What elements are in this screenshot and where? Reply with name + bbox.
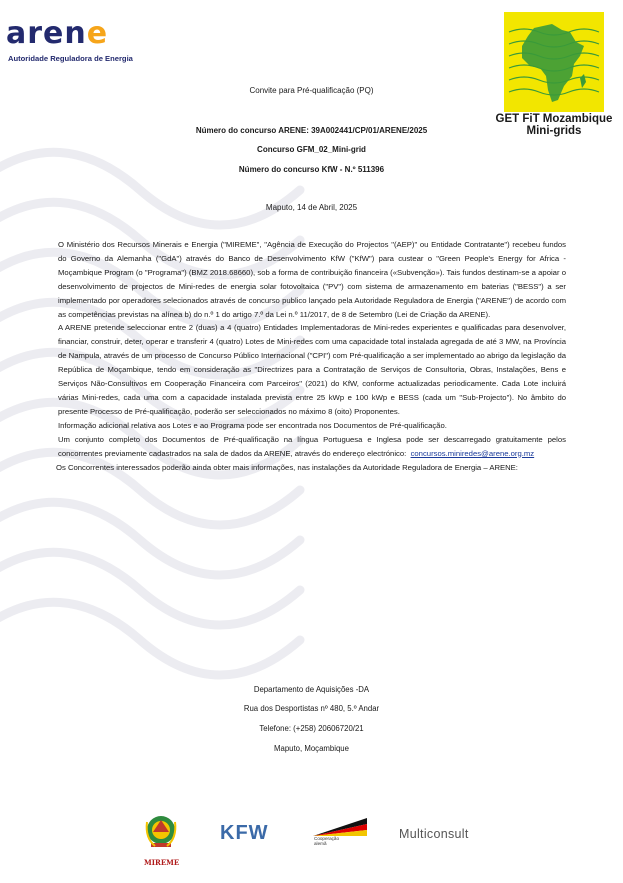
german-cooperation-line1: Cooperação <box>314 836 340 841</box>
paragraph-2: A ARENE pretende seleccionar entre 2 (duas) a 4 (quatro) Entidades Implementadoras de Mini-redes experientes e qualificadas para desenvolver, financiar, construir, deter, operar e transferir 4 (quatro) Lotes de Mini-redes com uma capacidade total instalada agregada de até 3 MW, na Província de Nampula, através de um processo de Concurso Público Internacional ("CPI") com Pré-qualificação a ser implementado ao abrigo da legislação da República de Moçambique, tendo em consideração as "Directrizes para a Contratação de Serviços de Consultoria, Obras, Instalações, Bens e Serviços Não-Consultivos em Cooperação Financeira com Parceiros" (2021) do KfW, conforme actualizadas periodicamente. Cada Lote incluirá várias Mini-redes, cada uma com a capacidade instalada prevista entre 25 kWp e 100 kWp e BESS (cada um "Sub-Projecto"). No âmbito do presente Processo de Pré-qualificação, poderão ser seleccionados no máximo 8 (oito) Proponentes. <box>58 323 566 416</box>
address-street: Rua dos Desportistas nº 480, 5.º Andar <box>243 704 380 713</box>
arene-wordmark-main: aren <box>6 16 87 51</box>
arene-wordmark <box>6 16 108 51</box>
paragraph-4 <box>58 433 566 461</box>
africa-map-icon <box>504 12 604 112</box>
invite-title: Convite para Pré-qualificação (PQ) <box>249 86 374 95</box>
getfit-caption-line1: GET FiT Mozambique <box>495 113 613 125</box>
email-link[interactable]: concursos.miniredes@arene.org.mz <box>410 448 535 458</box>
address-city: Maputo, Moçambique <box>274 744 349 753</box>
arene-logo <box>6 16 166 64</box>
mireme-label: MIREME <box>144 858 180 867</box>
paragraph-3: Informação adicional relativa aos Lotes e ao Programa pode ser encontrada nos Documentos de Pré-qualificação. <box>58 420 447 430</box>
mozambique-emblem-icon <box>143 810 179 856</box>
tender-name: Concurso GFM_02_Mini-grid <box>257 145 366 154</box>
getfit-caption-line2: Mini-grids <box>526 125 582 137</box>
german-cooperation-line2: alemã <box>314 841 327 846</box>
getfit-logo <box>504 12 604 112</box>
arene-wordmark-accent: e <box>86 16 109 51</box>
kfw-logo: KFW <box>220 822 269 844</box>
body-text <box>58 238 566 474</box>
paragraph-4-text: Um conjunto completo dos Documentos de Pré-qualificação na língua Portuguesa e Inglesa pode ser descarregado gratuitamente pelos concorrentes previamente cadastrados na sala de dados da ARENE, através do endereço electrónico: <box>58 434 566 458</box>
tender-number: Número do concurso ARENE: 39A002441/CP/01/ARENE/2025 <box>195 126 428 135</box>
address-phone: Telefone: (+258) 20606720/21 <box>259 724 364 733</box>
arene-subtitle: Autoridade Reguladora de Energia <box>8 54 133 63</box>
german-flag-icon <box>313 818 367 836</box>
multiconsult-logo: Multiconsult <box>399 827 469 841</box>
kfw-tender-number: Número do concurso KfW - N.º 511396 <box>238 165 385 174</box>
paragraph-1: O Ministério dos Recursos Minerais e Energia ("MIREME", "Agência de Execução do Projectos "(AEP)" ou Entidade Contratante") recebeu fundos do Governo da Alemanha ("GdA") através do Banco de Desenvolvimento KfW ("KfW") para custear o "Green People's Energy for Africa - Moçambique Program (o "Programa") (BMZ 2018.68660), sob a forma de contribuição financeira («Subvenção»). Tais fundos destinam-se a apoiar o desenvolvimento de projectos de Mini-redes de energia solar fotovoltaica ("PV") com sistema de armazenamento em baterias ("BESS") a ser implementado por operadores selecionados através de concurso publico lançado pela Autoridade Reguladora de Energia ("ARENE") de acordo com as competências previstas na alínea b) do n.º 1 do artigo 7.º da Lei n.º 11/2017, de 8 de Setembro (Lei de Criação da ARENE). <box>58 240 566 319</box>
place-date: Maputo, 14 de Abril, 2025 <box>265 203 358 212</box>
paragraph-5: Os Concorrentes interessados poderão ainda obter mais informações, nas instalações da Autoridade Reguladora de Energia – ARENE: <box>56 462 518 472</box>
german-cooperation-label <box>314 836 339 846</box>
address-dept: Departamento de Aquisições -DA <box>253 685 370 694</box>
